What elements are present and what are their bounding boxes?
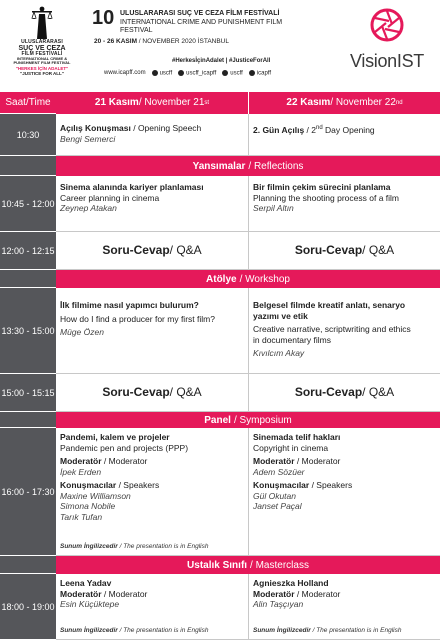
- language-note-en: / The presentation is in English: [310, 626, 402, 634]
- day1-header-tr: 21 Kasım: [94, 96, 139, 108]
- session-title-en: Planning the shooting process of a film: [253, 192, 400, 203]
- logo-hashtag-tr: "HERKES İÇİN ADALET": [15, 66, 69, 71]
- moderator-name: İpek Erden: [60, 466, 102, 477]
- time-cell: 13:30 - 15:00: [0, 288, 56, 374]
- section-title-en: / Masterclass: [250, 559, 309, 571]
- session-title-tr: 2. Gün Açılış: [253, 124, 305, 135]
- qa-cell: [249, 232, 440, 270]
- section-title-tr: Ustalık Sınıfı: [187, 559, 248, 571]
- table-row: [0, 176, 440, 232]
- masterclass-guest: Agnieszka Holland: [253, 578, 329, 588]
- session-title-en: / Opening Speech: [130, 123, 202, 133]
- session-title-tr: Pandemi, kalem ve projeler: [60, 432, 170, 442]
- visionist-logo: [340, 8, 434, 78]
- speaker-name: Maxine Williamson: [60, 490, 131, 501]
- session-cell: [56, 288, 249, 374]
- table-row: [0, 232, 440, 270]
- youtube-icon: [152, 70, 158, 76]
- language-note-en: / The presentation is in English: [117, 542, 209, 550]
- moderator-name: Alin Taşçıyan: [253, 599, 304, 609]
- section-title-tr: Yansımalar: [192, 160, 246, 172]
- qa-en: / Q&A: [362, 385, 395, 400]
- table-row: [0, 374, 440, 412]
- day1-header: [56, 92, 249, 114]
- qa-tr: Soru-Cevap: [102, 385, 170, 400]
- festival-hashtags: #HerkesİçinAdalet | #JusticeForAll: [172, 58, 271, 64]
- festival-edition-number: 10: [92, 7, 115, 29]
- twitter-link[interactable]: [222, 70, 243, 77]
- day1-header-sup: st: [204, 99, 210, 106]
- speaker-name: Zeynep Atakan: [60, 203, 117, 213]
- facebook-link[interactable]: [249, 70, 271, 77]
- section-title: [56, 270, 440, 288]
- moderator-label-en: / Moderator: [101, 456, 148, 466]
- moderator-label-en: / Moderator: [294, 456, 341, 466]
- section-band: [0, 556, 440, 574]
- language-note: [60, 626, 209, 637]
- speakers-label-en: / Speakers: [116, 480, 160, 490]
- qa-en: / Q&A: [362, 243, 395, 258]
- aperture-icon: [370, 8, 404, 42]
- section-title-tr: Atölye: [206, 273, 237, 285]
- qa-en: / Q&A: [169, 385, 202, 400]
- moderator-label-tr: Moderatör: [60, 456, 102, 466]
- qa-tr: Soru-Cevap: [294, 243, 363, 258]
- logo-line-1: ULUSLARARASI: [21, 39, 63, 45]
- youtube-link[interactable]: [152, 70, 173, 77]
- session-cell: [56, 574, 249, 640]
- section-title: [56, 156, 440, 176]
- section-title: [56, 556, 440, 574]
- festival-name-tr: ULUSLARARASI SUÇ VE CEZA FİLM FESTİVALİ: [120, 10, 280, 17]
- session-title-en-2: Day Opening: [322, 124, 375, 135]
- speaker-name: Gül Okutan: [253, 490, 296, 501]
- language-note-tr: Sunum İngilizcedir: [253, 626, 311, 634]
- session-title-en: Pandemic pen and projects (PPP): [60, 442, 189, 453]
- session-title-tr: Sinema alanında kariyer planlaması: [60, 182, 204, 192]
- session-cell: [249, 574, 440, 640]
- speakers-label-en: / Speakers: [309, 480, 353, 490]
- session-cell: [56, 114, 249, 156]
- logo-line-4: INTERNATIONAL CRIME & PUNISHMENT FILM FESTIVAL: [13, 56, 71, 65]
- festival-dates-en: / NOVEMBER 2020 İSTANBUL: [137, 38, 229, 45]
- moderator-label-tr: Moderatör: [60, 588, 102, 599]
- facebook-link-label: icapff: [256, 70, 272, 77]
- moderator-label-en: / Moderator: [101, 588, 148, 599]
- time-cell-empty: [0, 556, 56, 574]
- day2-header: [249, 92, 440, 114]
- time-cell: 10:45 - 12:00: [0, 176, 56, 232]
- section-title-tr: Panel: [204, 414, 231, 426]
- table-row: [0, 114, 440, 156]
- table-row: [0, 428, 440, 556]
- time-cell-empty: [0, 270, 56, 288]
- day2-header-tr: 22 Kasım: [286, 96, 331, 108]
- time-cell: 18:00 - 19:00: [0, 574, 56, 640]
- time-column-header: Saat/Time: [0, 92, 56, 114]
- speaker-name: Bengi Semerci: [60, 133, 116, 144]
- section-band: [0, 156, 440, 176]
- speakers-label-tr: Konuşmacılar: [60, 480, 117, 490]
- visionist-wordmark-b: IST: [396, 51, 424, 71]
- session-title-tr: Sinemada telif hakları: [253, 432, 341, 442]
- qa-cell: [56, 374, 249, 412]
- session-title-tr-2: yazımı ve etik: [253, 310, 308, 321]
- justice-statue-icon: [30, 6, 54, 40]
- time-cell: 10:30: [0, 114, 56, 156]
- section-title-en: / Symposium: [233, 414, 292, 426]
- facebook-icon: [249, 70, 255, 76]
- moderator-name: Adem Sözüer: [253, 466, 305, 477]
- festival-dates: [94, 38, 229, 45]
- instagram-link-label: uscff_icapff: [186, 70, 217, 77]
- session-cell: [249, 428, 440, 556]
- session-title-en: How do I find a producer for my first film?: [60, 313, 215, 324]
- qa-tr: Soru-Cevap: [102, 243, 170, 258]
- time-cell-empty: [0, 412, 56, 428]
- session-title-sup: nd: [315, 125, 323, 131]
- moderator-label-tr: Moderatör: [253, 456, 295, 466]
- speakers-label-tr: Konuşmacılar: [253, 480, 310, 490]
- section-title-en: / Workshop: [239, 273, 290, 285]
- speaker-name: Janset Paçal: [253, 501, 302, 511]
- session-cell: [249, 176, 440, 232]
- visionist-wordmark: [340, 51, 434, 72]
- logo-line-2: SUÇ VE CEZA: [18, 45, 66, 52]
- festival-logo: [6, 6, 78, 86]
- website-link[interactable]: www.icapff.com: [104, 70, 146, 77]
- page-header: [0, 0, 440, 92]
- session-cell: [56, 176, 249, 232]
- festival-dates-tr: 20 - 26 KASIM: [94, 38, 137, 45]
- visionist-wordmark-a: Vision: [349, 51, 397, 71]
- moderator-name: Esin Küçüktepe: [60, 599, 120, 609]
- speaker-name: Müge Özen: [60, 327, 104, 337]
- qa-en: / Q&A: [169, 243, 202, 258]
- qa-cell: [249, 374, 440, 412]
- language-note-en: / The presentation is in English: [117, 626, 209, 634]
- language-note: [253, 626, 402, 637]
- table-row: [0, 574, 440, 640]
- time-cell: 16:00 - 17:30: [0, 428, 56, 556]
- session-cell: [249, 288, 440, 374]
- social-links: [104, 70, 271, 77]
- instagram-icon: [178, 70, 184, 76]
- speaker-name: Tarık Tufan: [60, 511, 103, 522]
- qa-cell: [56, 232, 249, 270]
- session-cell: [56, 428, 249, 556]
- qa-tr: Soru-Cevap: [294, 385, 363, 400]
- language-note-tr: Sunum İngilizcedir: [60, 626, 118, 634]
- table-row: [0, 288, 440, 374]
- logo-line-3: FİLM FESTİVALİ: [21, 51, 63, 57]
- session-title-en-2: in documentary films: [253, 334, 331, 345]
- day2-header-sup: nd: [395, 99, 403, 106]
- session-title-en: Career planning in cinema: [60, 192, 160, 203]
- time-cell: 12:00 - 12:15: [0, 232, 56, 270]
- youtube-link-label: uscff: [159, 70, 173, 77]
- twitter-icon: [222, 70, 228, 76]
- session-title-tr: Bir filmin çekim sürecini planlama: [253, 182, 391, 192]
- day2-header-en: / November 22: [330, 96, 396, 108]
- session-title-en: Copyright in cinema: [253, 442, 329, 453]
- session-title-tr: Belgesel filmde kreatif anlatı, senaryo: [253, 300, 406, 310]
- time-cell-empty: [0, 156, 56, 176]
- time-cell: 15:00 - 15:15: [0, 374, 56, 412]
- section-band: [0, 270, 440, 288]
- festival-name-en: INTERNATIONAL CRIME AND PUNISHMENT FILM FESTIVAL: [120, 18, 283, 34]
- table-header-row: [0, 92, 440, 114]
- speaker-name: Serpil Altın: [253, 203, 294, 213]
- speaker-name: Kıvılcım Akay: [253, 348, 305, 358]
- twitter-link-label: uscff: [230, 70, 243, 77]
- masterclass-guest: Leena Yadav: [60, 578, 112, 588]
- language-note-tr: Sunum İngilizcedir: [60, 542, 118, 550]
- logo-hashtag-en: "JUSTICE FOR ALL": [20, 70, 64, 76]
- instagram-link[interactable]: [178, 70, 216, 77]
- language-note: [60, 542, 209, 553]
- speaker-name: Simona Nobile: [60, 501, 116, 511]
- session-title-tr: Açılış Konuşması: [60, 123, 131, 133]
- section-title: [56, 412, 440, 428]
- session-title-en: / 2: [304, 124, 316, 135]
- session-cell: [249, 114, 440, 156]
- moderator-label-tr: Moderatör: [253, 588, 295, 599]
- section-band: [0, 412, 440, 428]
- section-title-en: / Reflections: [248, 160, 304, 172]
- session-title-tr: İlk filmime nasıl yapımcı bulurum?: [60, 300, 199, 310]
- session-title-en: Creative narrative, scriptwriting and ethics: [253, 324, 411, 334]
- moderator-label-en: / Moderator: [294, 588, 341, 599]
- day1-header-en: / November 21: [138, 96, 205, 108]
